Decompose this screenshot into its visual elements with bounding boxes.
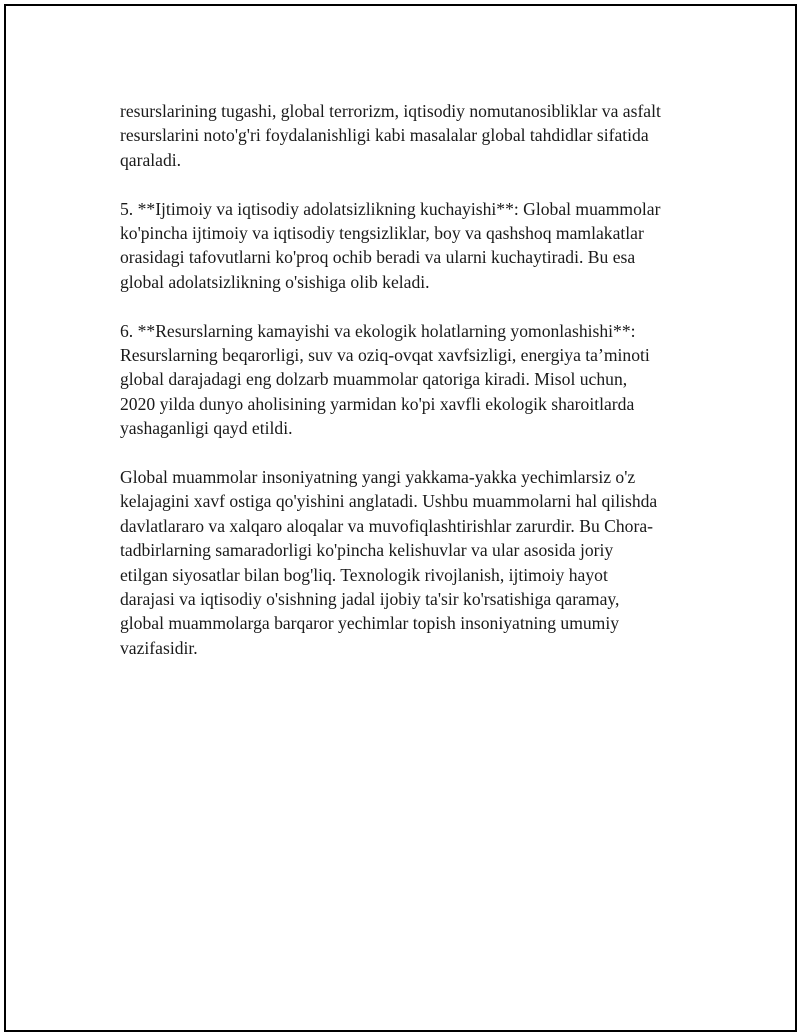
text-line: davlatlararo va xalqaro aloqalar va muvofiqlashtirishlar zarurdir. Bu Chora- bbox=[120, 515, 653, 536]
text-line: darajasi va iqtisodiy o'sishning jadal ijobiy ta'sir ko'rsatishiga qaramay, bbox=[120, 589, 620, 610]
text-line: Global muammolar insoniyatning yangi yakkama-yakka yechimlarsiz o'z bbox=[120, 467, 636, 488]
text-line: yashaganligi qayd etildi. bbox=[120, 418, 293, 439]
paragraph-global-threats bbox=[120, 99, 700, 172]
paragraph-conclusion bbox=[120, 465, 700, 660]
text-line: 2020 yilda dunyo aholisining yarmidan ko'pi xavfli ekologik sharoitlarda bbox=[120, 393, 635, 414]
paragraph-item-5 bbox=[120, 197, 700, 295]
text-line: qaraladi. bbox=[120, 149, 182, 170]
paragraph-item-6 bbox=[120, 319, 700, 441]
page-frame bbox=[4, 4, 797, 1032]
text-line: vazifasidir. bbox=[120, 637, 198, 658]
text-line: ko'pincha ijtimoiy va iqtisodiy tengsizliklar, boy va qashshoq mamlakatlar bbox=[120, 223, 644, 244]
text-line: kelajagini xavf ostiga qo'yishini anglatadi. Ushbu muammolarni hal qilishda bbox=[120, 491, 658, 512]
text-line: orasidagi tafovutlarni ko'proq ochib beradi va ularni kuchaytiradi. Bu esa bbox=[120, 247, 636, 268]
text-line: 6. **Resurslarning kamayishi va ekologik holatlarning yomonlashishi**: bbox=[120, 320, 636, 341]
text-line: 5. **Ijtimoiy va iqtisodiy adolatsizlikning kuchayishi**: Global muammolar bbox=[120, 198, 661, 219]
text-line: etilgan siyosatlar bilan bog'liq. Texnologik rivojlanish, ijtimoiy hayot bbox=[120, 564, 608, 585]
text-line: Resurslarning beqarorligi, suv va oziq-ovqat xavfsizligi, energiya ta’minoti bbox=[120, 345, 650, 366]
text-line: resurslarining tugashi, global terrorizm, iqtisodiy nomutanosibliklar va asfalt bbox=[120, 101, 661, 121]
text-line: global muammolarga barqaror yechimlar topish insoniyatning umumiy bbox=[120, 613, 620, 634]
text-line: global darajadagi eng dolzarb muammolar qatoriga kiradi. Misol uchun, bbox=[120, 369, 628, 390]
text-line: tadbirlarning samaradorligi ko'pincha kelishuvlar va ular asosida joriy bbox=[120, 540, 614, 561]
document-body bbox=[120, 99, 700, 685]
text-line: resurslarini noto'g'ri foydalanishligi kabi masalalar global tahdidlar sifatida bbox=[120, 125, 649, 146]
text-line: global adolatsizlikning o'sishiga olib keladi. bbox=[120, 271, 430, 292]
